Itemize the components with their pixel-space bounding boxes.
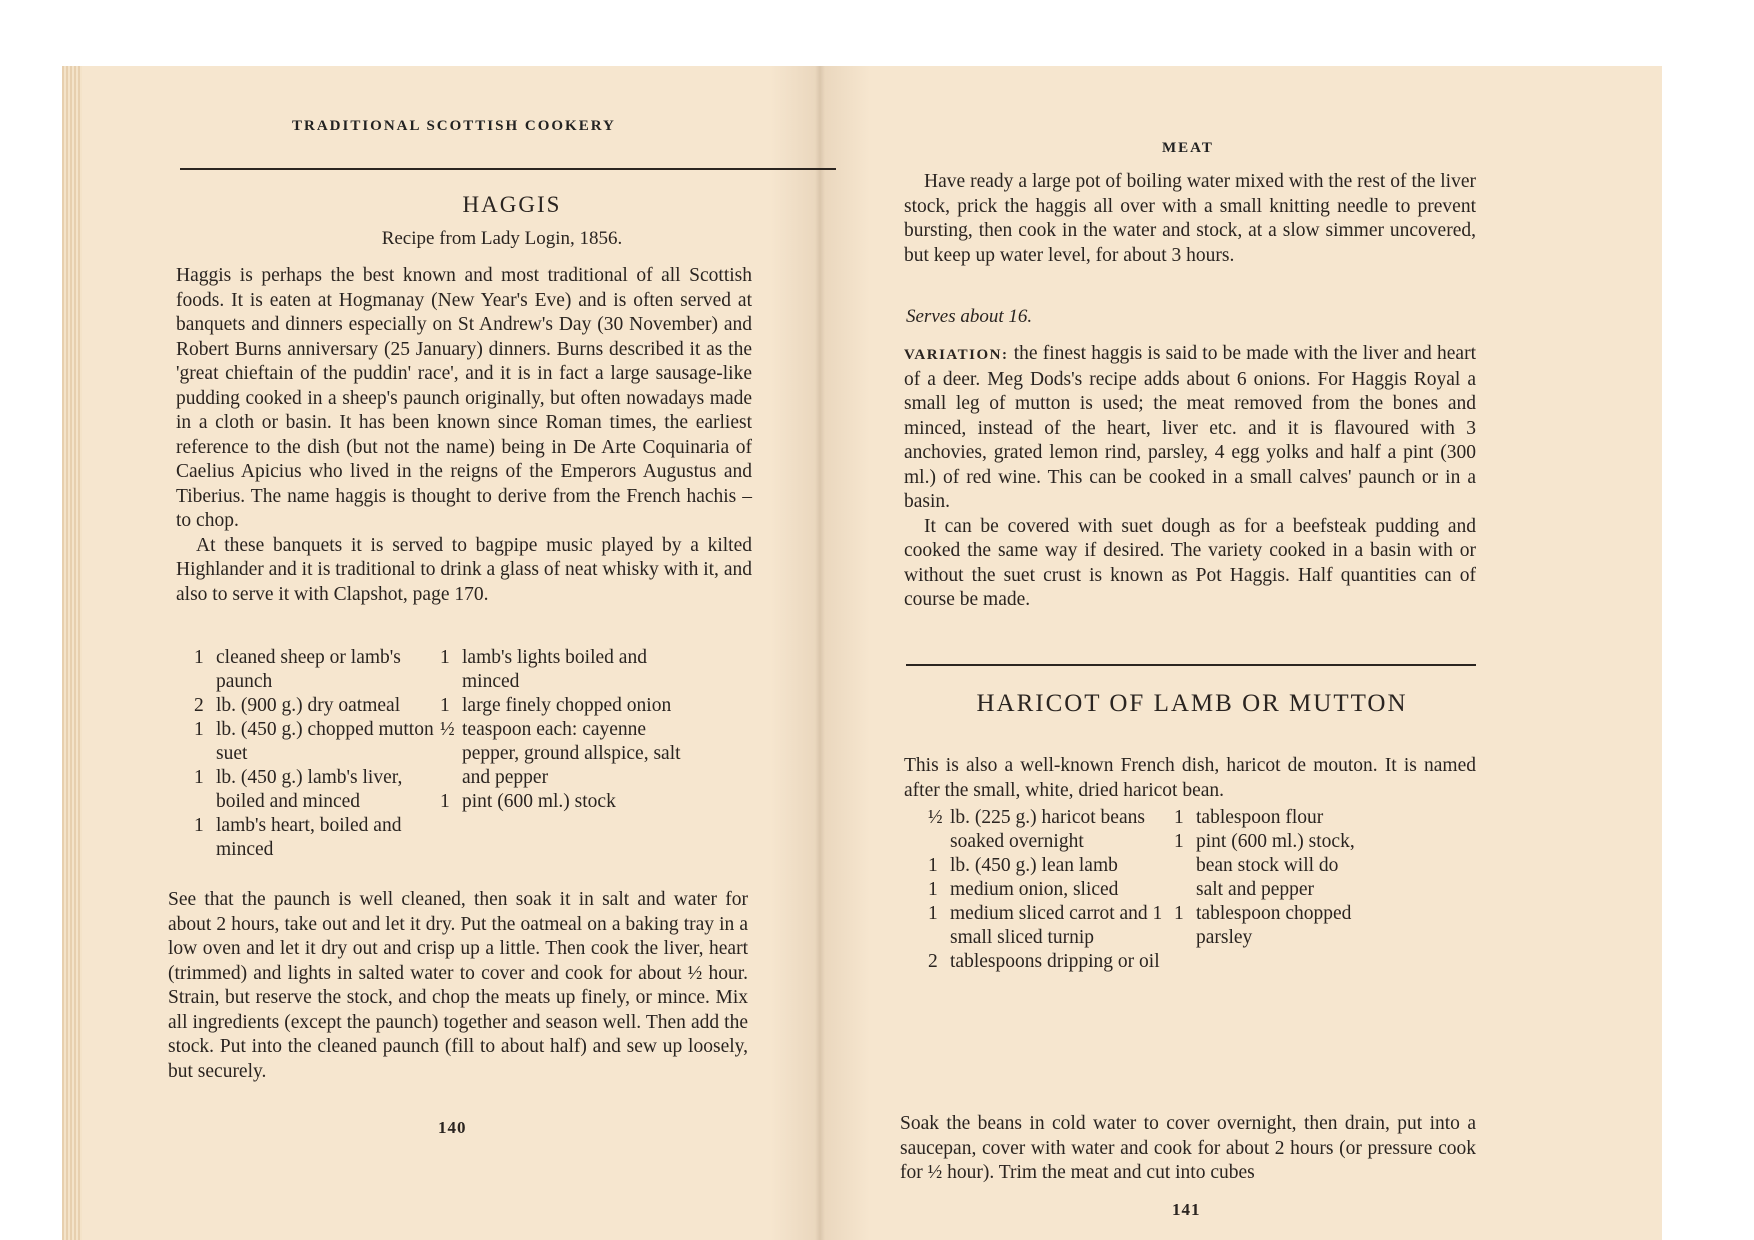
list-item: 1 lamb's lights boiled and minced <box>440 647 647 692</box>
list-item: 2 tablespoons dripping or oil <box>928 951 1160 972</box>
variation-label: VARIATION: <box>904 347 1009 363</box>
list-item: salt and pepper <box>1196 879 1315 900</box>
list-item: 1 tablespoon chopped parsley <box>1174 903 1352 948</box>
serves-note: Serves about 16. <box>906 306 1033 327</box>
recipe-title-haggis: HAGGIS <box>462 192 562 217</box>
haricot-method: Soak the beans in cold water to cover overnight, then drain, put into a saucepan, cover with water and cook for about 2 hours (or pressure cook for ½ hour). Trim the meat and cut into cubes <box>900 1113 1476 1183</box>
recipe-title-haricot: HARICOT OF LAMB OR MUTTON <box>976 690 1408 717</box>
ingredients-column-2 <box>440 646 690 862</box>
right-page <box>870 66 1662 1240</box>
list-item: 1 tablespoon flour <box>1174 807 1324 828</box>
running-head-left: TRADITIONAL SCOTTISH COOKERY <box>292 118 616 134</box>
variation-text: the finest haggis is said to be made with the liver and heart of a deer. Meg Dods's recipe adds about 6 onions. For Haggis Royal a small leg of mutton is used; the meat removed from the bones and minced, instead of the heart, liver etc. and it is flavoured with 3 anchovies, grated lemon rind, parsley, 4 egg yolks and half a pint (300 ml.) of red wine. This can be cooked in a small calves' paunch or in a basin. <box>904 343 1476 512</box>
ingredients-column-2 <box>1174 806 1394 974</box>
list-item: 1 pint (600 ml.) stock <box>440 791 616 812</box>
left-page <box>82 66 782 1240</box>
head-rule-left <box>180 168 836 170</box>
ingredients-column-1 <box>928 806 1174 974</box>
book-gutter <box>770 66 870 1240</box>
list-item: 1 lb. (450 g.) chopped mutton suet <box>194 719 434 764</box>
list-item: 1 lb. (450 g.) lamb's liver, boiled and minced <box>194 767 403 812</box>
page-number-right: 141 <box>1172 1200 1201 1219</box>
haricot-intro: This is also a well-known French dish, haricot de mouton. It is named after the small, white, dried haricot bean. <box>904 755 1476 801</box>
intro-paragraph-2: At these banquets it is served to bagpipe music played by a kilted Highlander and it is traditional to drink a glass of neat whisky with it, and also to serve it with Clapshot, page 170. <box>176 534 752 605</box>
list-item: 1 lamb's heart, boiled and minced <box>194 815 402 860</box>
list-item: 1 cleaned sheep or lamb's paunch <box>194 647 401 692</box>
haricot-ingredients <box>928 806 1488 974</box>
list-item: ½ lb. (225 g.) haricot beans soaked overnight <box>928 807 1145 852</box>
section-rule <box>906 664 1476 666</box>
haggis-intro <box>176 264 752 607</box>
list-item: 1 lb. (450 g.) lean lamb <box>928 855 1118 876</box>
haggis-continued <box>904 170 1476 268</box>
variation-paragraph-2: It can be covered with suet dough as for a beefsteak pudding and cooked the same way if desired. The variety cooked in a basin with or without the suet crust is known as Pot Haggis. Half quantities can of course be made. <box>904 515 1476 610</box>
ingredients-column-1 <box>194 646 440 862</box>
variation-paragraph <box>904 342 1476 515</box>
recipe-subtitle: Recipe from Lady Login, 1856. <box>381 228 623 249</box>
list-item: 2 lb. (900 g.) dry oatmeal <box>194 695 401 716</box>
page-number-left: 140 <box>438 1118 467 1137</box>
haggis-method: See that the paunch is well cleaned, then soak it in salt and water for about 2 hours, take out and let it dry. Put the oatmeal on a baking tray in a low oven and let it dry out and crisp up a little. Then cook the liver, heart (trimmed) and lights in salted water to cover and cook for about ½ hour. Strain, but reserve the stock, and chop the meats up finely, or mince. Mix all ingredients (except the paunch) together and season well. Then add the stock. Put into the cleaned paunch (fill to about half) and sew up loosely, but securely. <box>168 889 748 1082</box>
intro-paragraph-1: Haggis is perhaps the best known and most traditional of all Scottish foods. It is eaten at Hogmanay (New Year's Eve) and is often served at banquets and dinners especially on St Andrew's Day (30 November) and Robert Burns anniversary (25 January) dinners. Burns described it as the 'great chieftain of the puddin' race', and it is in fact a large sausage-like pudding cooked in a sheep's paunch originally, but often nowadays made in a cloth or basin. It has been known since Roman times, the earliest reference to the dish (but not the name) being in De Arte Coquinaria of Caelius Apicius who lived in the reigns of the Emperors Augustus and Tiberius. The name haggis is thought to derive from the French hachis – to chop. <box>176 265 752 531</box>
list-item: 1 pint (600 ml.) stock, bean stock will do <box>1174 831 1355 876</box>
list-item: 1 medium onion, sliced <box>928 879 1119 900</box>
page-edges <box>62 66 82 1240</box>
continued-paragraph: Have ready a large pot of boiling water mixed with the rest of the liver stock, prick the haggis all over with a small knitting needle to prevent bursting, then cook in the water and stock, at a slow simmer uncovered, but keep up water level, for about 3 hours. <box>904 171 1476 266</box>
list-item: ½ teaspoon each: cayenne pepper, ground allspice, salt and pepper <box>440 719 681 788</box>
list-item: 1 medium sliced carrot and 1 small sliced turnip <box>928 903 1163 948</box>
variation-block <box>904 342 1476 613</box>
haggis-ingredients <box>194 646 754 862</box>
list-item: 1 large finely chopped onion <box>440 695 672 716</box>
running-head-right: MEAT <box>1162 140 1214 156</box>
